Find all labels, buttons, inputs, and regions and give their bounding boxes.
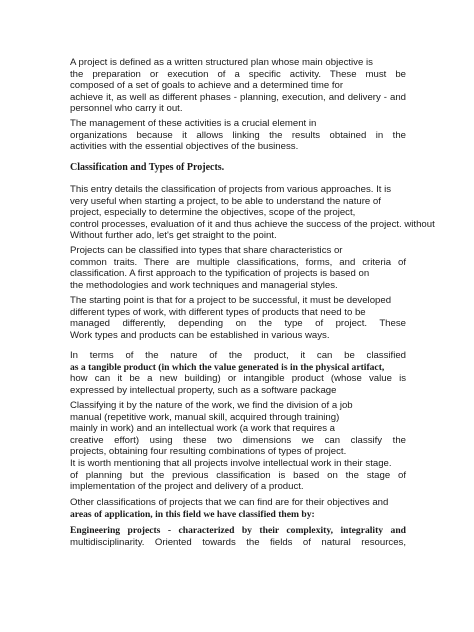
text-line: projects, obtaining four resulting combinations of types of project. (70, 446, 347, 458)
text-line: very useful when starting a project, to be able to understand the nature of (70, 195, 381, 207)
text-line: Engineering projects - characterized by their complexity, integrality and (70, 525, 406, 536)
text-line: the methodologies and work techniques and managerial styles. (70, 279, 338, 291)
text-line: Classifying it by the nature of the work, we find the division of a job (70, 400, 353, 411)
text-line: Work types and products can be established in various ways. (70, 329, 330, 341)
text-line: classification. A first approach to the typification of projects is based on (70, 268, 370, 280)
text-line: as a tangible product (in which the value generated is in the physical artifact, (70, 361, 385, 373)
text-line: The starting point is that for a project to be successful, it must be developed (70, 295, 392, 306)
paragraph (70, 245, 406, 291)
text-line: A project is defined as a written structured plan whose main objective is (70, 57, 373, 68)
text-line: creative effort) using these two dimensions we can classify the (70, 434, 406, 446)
section-heading (70, 162, 406, 174)
text-line: activities with the essential objectives of the business. (70, 141, 299, 153)
paragraph (70, 184, 435, 242)
text-line: mainly in work) and an intellectual work (a work that requires a (70, 423, 336, 435)
paragraph (70, 295, 406, 341)
text-line: composed of a set of goals to achieve and a determined time for (70, 80, 344, 92)
text-line: project, especially to determine the objectives, scope of the project, (70, 207, 356, 219)
text-line: achieve it, as well as different phases - planning, execution, and delivery - and (70, 91, 406, 103)
text-line: common traits. There are multiple classifications, forms, and criteria of (70, 256, 406, 268)
paragraph (70, 350, 406, 396)
text-line: of planning but the previous classification is based on the stage of (70, 469, 406, 481)
text-line: organizations because it allows linking the results obtained in the (70, 129, 406, 141)
paragraph (70, 525, 406, 548)
text-line: areas of application, in this field we have classified them by: (70, 508, 315, 520)
paragraph (70, 57, 406, 115)
paragraph (70, 118, 406, 153)
text-line: The management of these activities is a crucial element in (70, 118, 317, 129)
text-line: the preparation or execution of a specific activity. These must be (70, 68, 406, 80)
text-line: It is worth mentioning that all projects involve intellectual work in their stage. (70, 457, 392, 469)
text-line: multidisciplinarity. Oriented towards the fields of natural resources, (70, 536, 406, 548)
paragraph (70, 400, 406, 493)
text-line: how can it be a new building) or intangible product (whose value is (70, 373, 406, 385)
text-line: expressed by intellectual property, such as a software package (70, 384, 337, 396)
text-line: managed differently, depending on the type of project. These (70, 318, 406, 330)
text-line: manual (repetitive work, manual skill, acquired through training) (70, 411, 340, 423)
text-line: different types of work, with different types of products that need to be (70, 306, 366, 318)
text-line: This entry details the classification of projects from various approaches. It is (70, 184, 391, 195)
text-line: Other classifications of projects that we can find are for their objectives and (70, 497, 389, 508)
text-line: Without further ado, let's get straight to the point. (70, 230, 277, 242)
text-line: personnel who carry it out. (70, 103, 183, 115)
paragraph (70, 497, 406, 520)
text-line: implementation of the project and delivery of a product. (70, 481, 304, 493)
text-line: Projects can be classified into types that share characteristics or (70, 245, 343, 256)
text-line: In terms of the nature of the product, it can be classified (70, 350, 406, 361)
text-line: control processes, evaluation of it and thus achieve the success of the project. without (70, 218, 435, 230)
text-line: Classification and Types of Projects. (70, 162, 225, 173)
